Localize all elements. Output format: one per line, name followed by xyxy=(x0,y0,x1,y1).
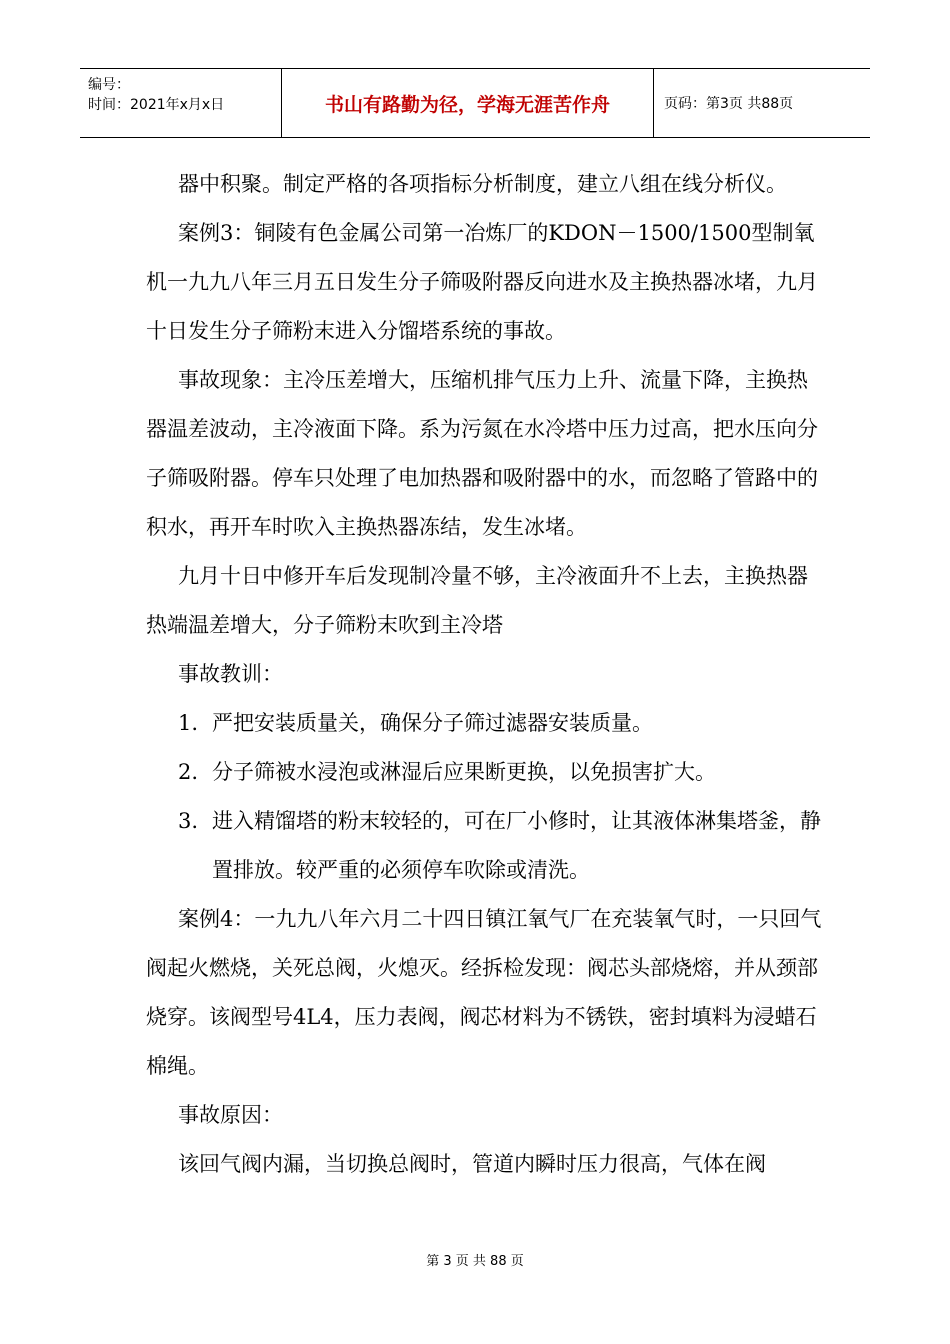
header-meta xyxy=(80,69,282,137)
paragraph-case3: 案例3：铜陵有色金属公司第一冶炼厂的KDON－1500/1500型制氧机一九九八年三月五日发生分子筛吸附器反向进水及主换热器冰堵，九月十日发生分子筛粉末进入分馏塔系统的事故。 xyxy=(146,221,818,343)
list-item-text: 分子筛被水浸泡或淋湿后应果断更换，以免损害扩大。 xyxy=(212,760,716,784)
list-item-text: 进入精馏塔的粉末较轻的，可在厂小修时，让其液体淋集塔釜，静置排放。较严重的必须停车吹除或清洗。 xyxy=(212,809,821,882)
list-item-number: 3. xyxy=(178,809,199,833)
header-motto: 书山有路勤为径，学海无涯苦作舟 xyxy=(282,69,654,137)
paragraph-lessons-heading: 事故教训： xyxy=(178,662,283,686)
list-item-number: 2. xyxy=(178,760,199,784)
doc-number-label: 编号： xyxy=(88,77,130,93)
page-header xyxy=(80,68,870,138)
list-item xyxy=(146,748,826,797)
list-item-text: 严把安装质量关，确保分子筛过滤器安装质量。 xyxy=(212,711,653,735)
header-page-code: 页码：第3页 共88页 xyxy=(664,96,794,112)
paragraph-case4: 案例4：一九九八年六月二十四日镇江氧气厂在充装氧气时，一只回气阀起火燃烧，关死总阀，火熄灭。经拆检发现：阀芯头部烧熔，并从颈部烧穿。该阀型号4L4，压力表阀，阀芯材料为不锈铁，密封填料为浸蜡石棉绳。 xyxy=(146,907,822,1078)
paragraph-1: 器中积聚。制定严格的各项指标分析制度，建立八组在线分析仪。 xyxy=(178,172,787,196)
paragraph-cause-heading: 事故原因： xyxy=(178,1103,283,1127)
paragraph-accident-phenomenon: 事故现象：主冷压差增大，压缩机排气压力上升、流量下降，主换热器温差波动，主冷液面下降。系为污氮在水冷塔中压力过高，把水压向分子筛吸附器。停车只处理了电加热器和吸附器中的水，而忽略了管路中的积水，再开车时吹入主换热器冻结，发生冰堵。 xyxy=(146,368,818,539)
page-footer: 第 3 页 共 88 页 xyxy=(426,1254,524,1269)
list-item xyxy=(146,797,826,895)
paragraph-sept-repair: 九月十日中修开车后发现制冷量不够，主冷液面升不上去，主换热器热端温差增大，分子筛粉末吹到主冷塔 xyxy=(146,564,808,637)
doc-time-label: 时间：2021年x月x日 xyxy=(88,97,225,113)
list-item-number: 1. xyxy=(178,711,199,735)
document-body xyxy=(146,160,826,1189)
paragraph-cause: 该回气阀内漏，当切换总阀时，管道内瞬时压力很高，气体在阀 xyxy=(178,1152,766,1176)
list-item xyxy=(146,699,826,748)
